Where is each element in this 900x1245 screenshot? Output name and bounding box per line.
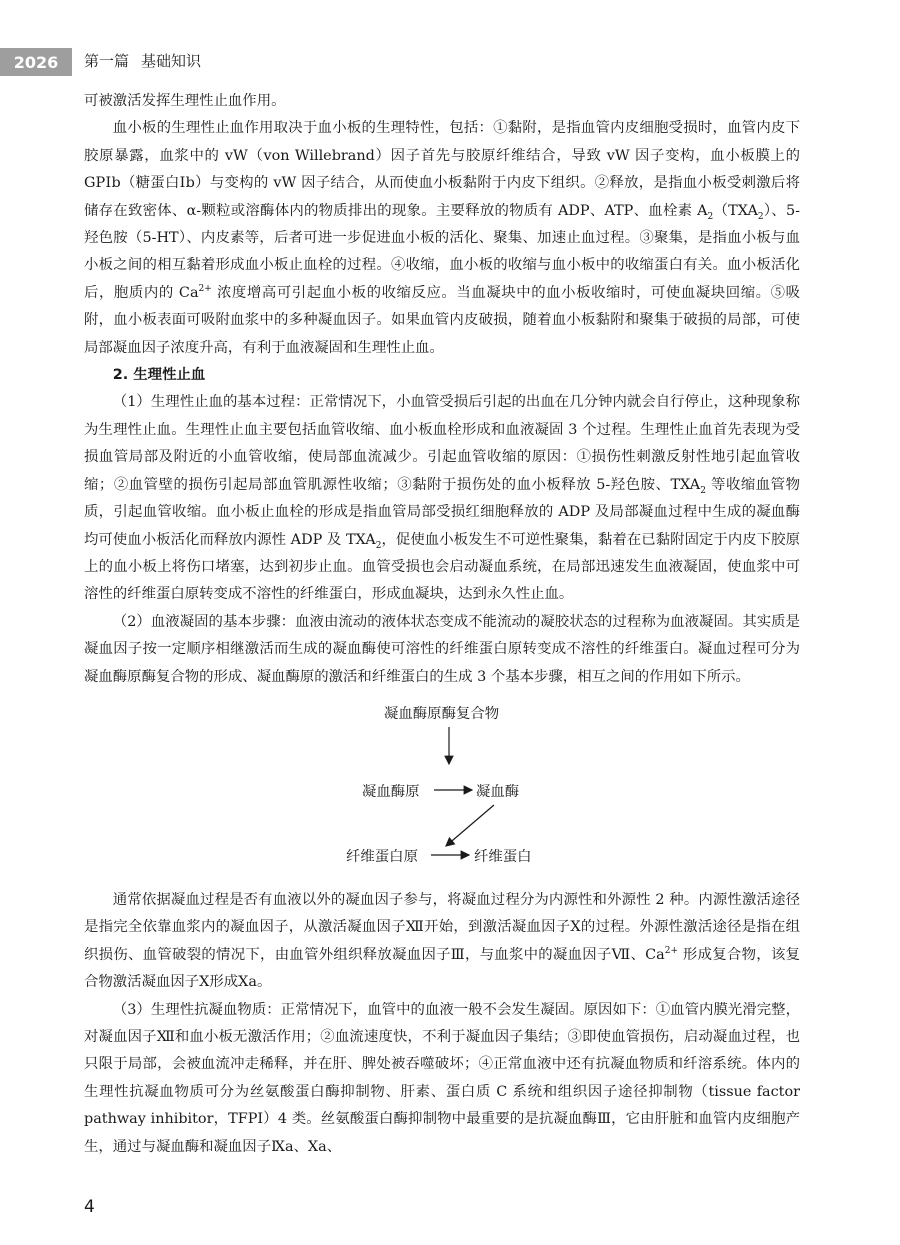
- node-thrombin: 凝血酶: [476, 783, 520, 800]
- section-heading: 2. 生理性止血: [112, 367, 206, 384]
- paragraph-anticoagulants: （3）生理性抗凝血物质：正常情况下，血管中的血液一般不会发生凝固。原因如下：①血管内膜光滑完整，对凝血因子Ⅻ和血小板无激活作用；②血流速度快，不利于凝血因子集结；③即使血管损伤，启动凝血过程，也只限于局部，会被血流冲走稀释，并在肝、脾处被吞噬破坏；④正常血液中还有抗凝血物质和纤溶系统。体内的生理性抗凝血物质可分为丝氨酸蛋白酶抑制物、肝素、蛋白质 C 系统和组织因子途径抑制物（tissue factor pathway inhibitor，TFPI）4 类。丝氨酸蛋白酶抑制物中最重要的是抗凝血酶Ⅲ，它由肝脏和血管内皮细胞产生，通过与凝血酶和凝血因子Ⅸa、Ⅹa、: [84, 1001, 800, 1155]
- arrow-diagonal: [446, 805, 494, 846]
- page-number: 4: [84, 1197, 95, 1217]
- year-badge: 2026: [0, 48, 72, 76]
- paragraph-pathways: 通常依据凝血过程是否有血液以外的凝血因子参与，将凝血过程分为内源性和外源性 2 种。内源性激活途径是指完全依靠血浆内的凝血因子，从激活凝血因子Ⅻ开始，到激活凝血因子Ⅹ的过程。外源性激活途径是指在组织损伤、血管破裂的情况下，由血管外组织释放凝血因子Ⅲ，与血浆中的凝血因子Ⅶ、$Ca^{2+}$ 形成复合物，该复合物激活凝血因子Ⅹ形成Ⅹa。: [84, 891, 801, 991]
- node-prothrombin: 凝血酶原: [362, 783, 420, 800]
- paragraph-hemostasis-process: （1）生理性止血的基本过程：正常情况下，小血管受损后引起的出血在几分钟内就会自行停止，这种现象称为生理性止血。生理性止血主要包括血管收缩、血小板血栓形成和血液凝固 3 个过程。生理性止血首先表现为受损血管局部及附近的小血管收缩，使局部血流减少。引起血管收缩的原因：①损伤性刺激反射性地引起血管收缩；②血管壁的损伤引起局部血管肌源性收缩；③黏附于损伤处的血小板释放 5-羟色胺、$TXA_2$ 等收缩血管物质，引起血管收缩。血小板止血栓的形成是指血管局部受损红细胞释放的 ADP 及局部凝血过程中生成的凝血酶均可使血小板活化而释放内源性 ADP 及 $TXA_2$，促使血小板发生不可逆性聚集，黏着在已黏附固定于内皮下胶原上的血小板上将伤口堵塞，达到初步止血。血管受损也会启动凝血系统，在局部迅速发生血液凝固，使血浆中可溶性的纤维蛋白原转变成不溶性的纤维蛋白，形成血凝块，达到永久性止血。: [84, 394, 800, 603]
- paragraph-platelet-properties: 血小板的生理性止血作用取决于血小板的生理特性，包括：①黏附，是指血管内皮细胞受损时，血管内皮下胶原暴露，血浆中的 vW（von Willebrand）因子首先与胶原纤维结合，导致 vW 因子变构，血小板膜上的 GPⅠb（糖蛋白Ⅰb）与变构的 vW 因子结合，从而使血小板黏附于内皮下组织。②释放，是指血小板受刺激后将储存在致密体、α-颗粒或溶酶体内的物质排出的现象。主要释放的物质有 ADP、ATP、血栓素 $A_2(TXA_2)$、5-羟色胺（5-HT）、内皮素等，后者可进一步促进血小板的活化、聚集、加速止血过程。③聚集，是指血小板与血小板之间的相互黏着形成血小板止血栓的过程。④收缩，血小板的收缩与血小板中的收缩蛋白有关。血小板活化后，胞质内的 $Ca^{2+}$ 浓度增高可引起血小板的收缩反应。当血凝块中的血小板收缩时，可使血凝块回缩。⑤吸附，血小板表面可吸附血浆中的多种凝血因子。如果血管内皮破损，随着血小板黏附和聚集于破损的局部，可使局部凝血因子浓度升高，有利于血液凝固和生理性止血。: [84, 120, 800, 356]
- chapter-title: 基础知识: [141, 52, 202, 70]
- coagulation-diagram: [84, 701, 800, 879]
- node-fibrin: 纤维蛋白: [474, 848, 532, 865]
- page-body: [84, 88, 800, 1161]
- node-fibrinogen: 纤维蛋白原: [346, 848, 418, 865]
- part-label: 第一篇: [84, 52, 130, 70]
- running-header: [84, 50, 201, 71]
- paragraph-coagulation-steps: （2）血液凝固的基本步骤：血液由流动的液体状态变成不能流动的凝胶状态的过程称为血液凝固。其实质是凝血因子按一定顺序相继激活而生成的凝血酶使可溶性的纤维蛋白原转变成不溶性的纤维蛋白。凝血过程可分为凝血酶原酶复合物的形成、凝血酶原的激活和纤维蛋白的生成 3 个基本步骤，相互之间的作用如下所示。: [84, 613, 800, 685]
- node-prothrombinase-complex: 凝血酶原酶复合物: [384, 705, 500, 722]
- paragraph-continuation: 可被激活发挥生理性止血作用。: [84, 93, 286, 109]
